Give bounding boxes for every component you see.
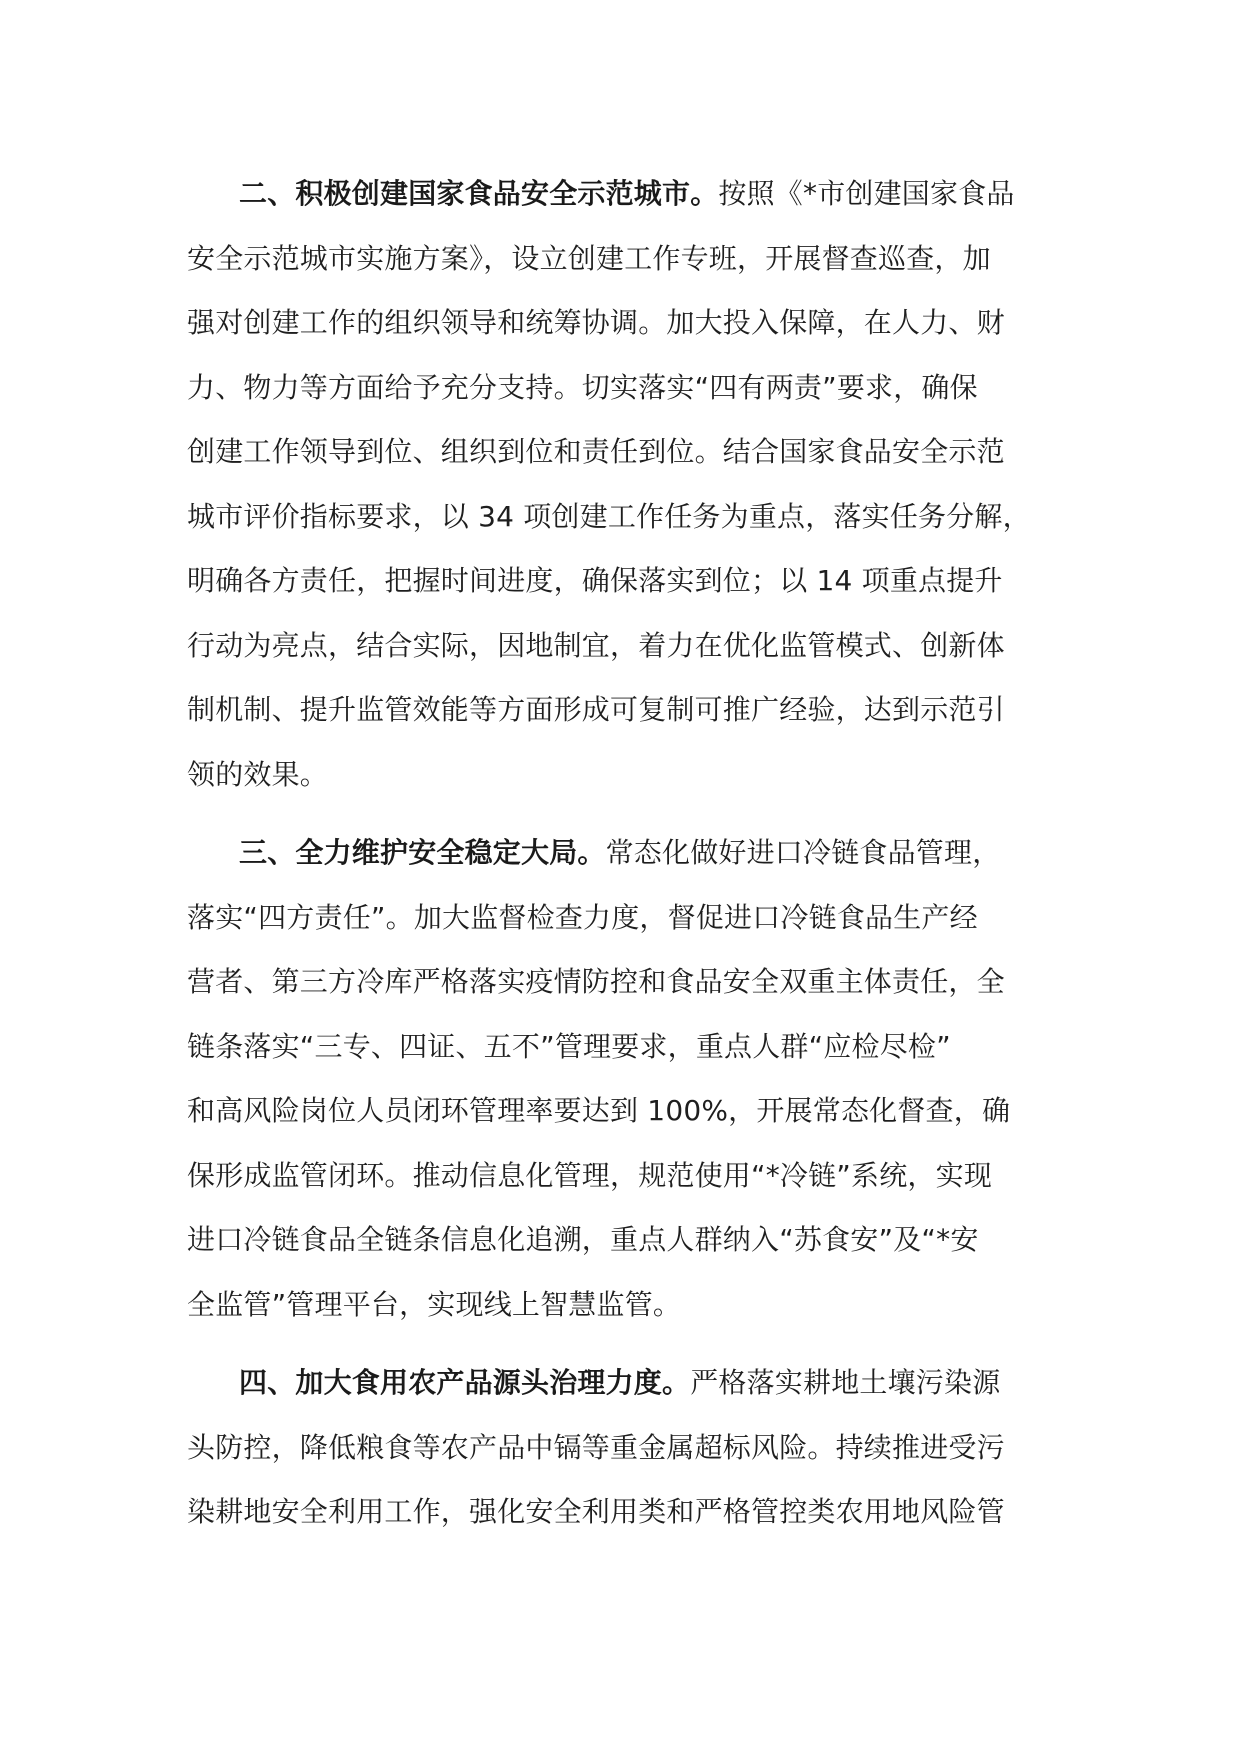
paragraph-first-line: [187, 162, 1053, 227]
body-line: 进口冷链食品全链条信息化追溯，重点人群纳入“苏食安”及“*安: [187, 1223, 979, 1256]
paragraph-first-line: [187, 821, 1053, 886]
body-line: 领的效果。: [187, 757, 329, 791]
section-heading: 四、加大食用农产品源头治理力度。: [239, 1366, 691, 1399]
body-line: 力、物力等方面给予充分支持。切实落实“四有两责”要求，确保: [187, 370, 978, 404]
body-line: 和高风险岗位人员闭环管理率要达到 100%，开展常态化督查，确: [187, 1094, 1011, 1127]
body-line: 染耕地安全利用工作，强化安全利用类和严格管控类农用地风险管: [187, 1495, 1005, 1528]
body-text: 按照《*市创建国家食品: [718, 177, 1015, 210]
body-line: 制机制、提升监管效能等方面形成可复制可推广经验，达到示范引: [187, 693, 1005, 726]
body-line: 创建工作领导到位、组织到位和责任到位。结合国家食品安全示范: [187, 435, 1005, 468]
body-text: 严格落实耕地土壤污染源: [690, 1366, 1001, 1399]
paragraph-section-4: [187, 1351, 1053, 1545]
body-line: 头防控，降低粮食等农产品中镉等重金属超标风险。持续推进受污: [187, 1430, 1005, 1464]
section-heading: 二、积极创建国家食品安全示范城市。: [239, 177, 719, 210]
body-line: 城市评价指标要求，以 34 项创建工作任务为重点，落实任务分解，: [187, 499, 1031, 533]
body-text: 常态化做好进口冷链食品管理，: [605, 836, 1001, 869]
body-line: 行动为亮点，结合实际，因地制宜，着力在优化监管模式、创新体: [187, 628, 1005, 662]
document-body: [187, 162, 1053, 1559]
body-line: 全监管”管理平台，实现线上智慧监管。: [187, 1287, 682, 1321]
body-line: 链条落实“三专、四证、五不”管理要求，重点人群“应检尽检”: [187, 1029, 951, 1063]
paragraph-section-3: [187, 821, 1053, 1337]
body-line: 落实“四方责任”。加大监督检查力度，督促进口冷链食品生产经: [187, 900, 978, 934]
body-line: 保形成监管闭环。推动信息化管理，规范使用“*冷链”系统，实现: [187, 1158, 993, 1192]
paragraph-section-2: [187, 162, 1053, 807]
paragraph-first-line: [187, 1351, 1053, 1416]
body-line: 安全示范城市实施方案》，设立创建工作专班，开展督查巡查，加: [187, 241, 991, 275]
body-line: 营者、第三方冷库严格落实疫情防控和食品安全双重主体责任，全: [187, 965, 1005, 998]
body-line: 强对创建工作的组织领导和统筹协调。加大投入保障，在人力、财: [187, 306, 1005, 339]
section-heading: 三、全力维护安全稳定大局。: [239, 836, 606, 869]
body-line: 明确各方责任，把握时间进度，确保落实到位；以 14 项重点提升: [187, 564, 1003, 597]
